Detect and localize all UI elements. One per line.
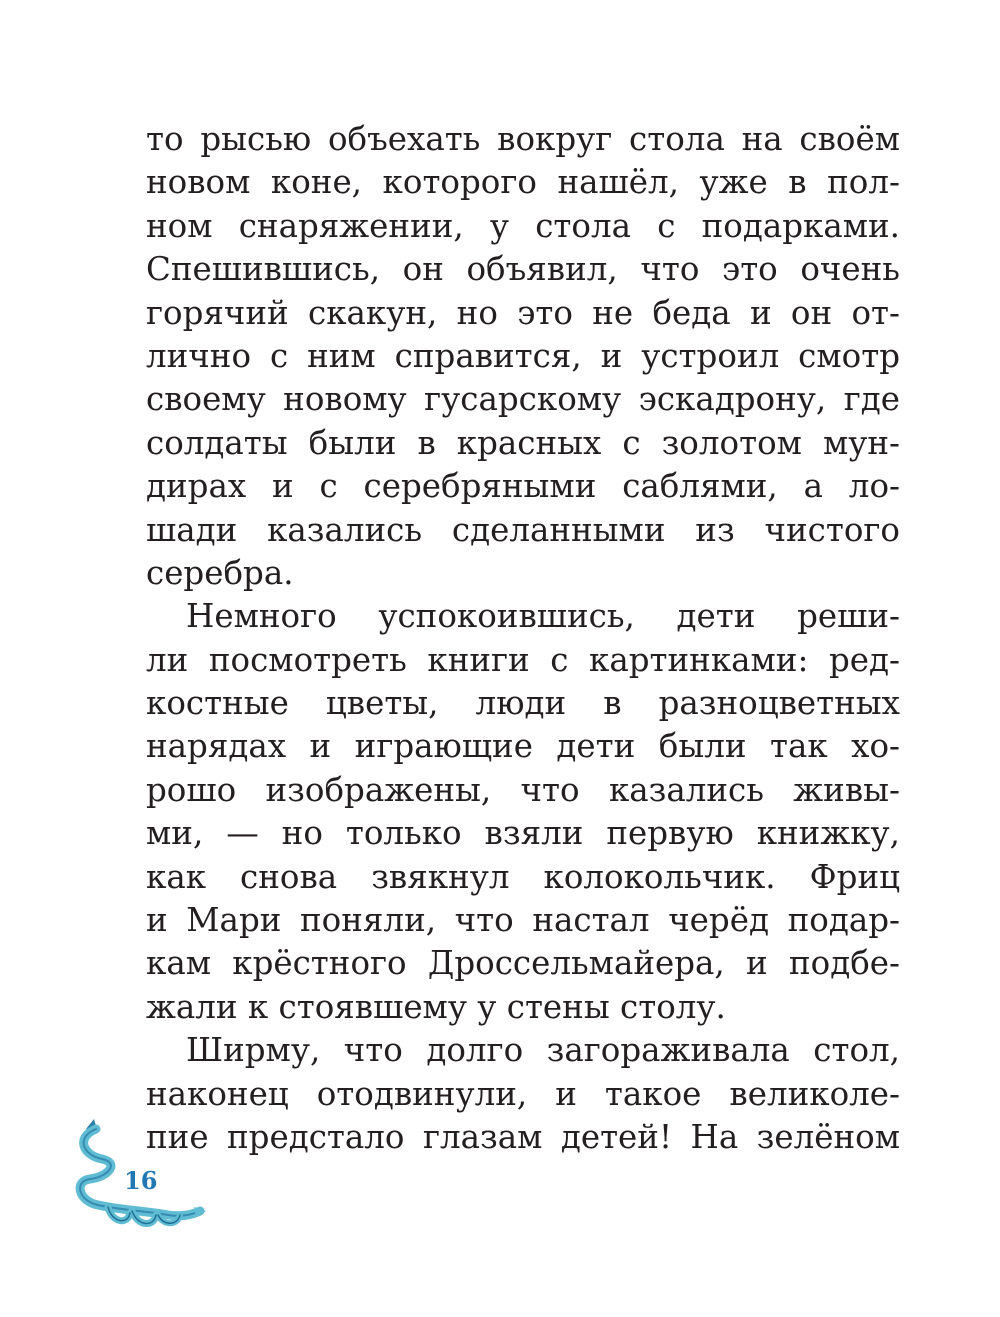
text-line: серебра.	[146, 553, 294, 592]
text-line: рошо изображены, что казались живы-	[146, 770, 900, 809]
text-line: лично с ним справится, и устроил смотр	[146, 336, 900, 375]
paragraph	[146, 118, 900, 595]
text-line: костные цветы, люди в разноцветных	[146, 684, 900, 723]
text-line: пие предстало глазам детей! На зелёном	[146, 1117, 900, 1156]
text-line: горячий скакун, но это не беда и он от-	[146, 293, 900, 332]
text-line: то рысью объехать вокруг стола на своём	[146, 120, 900, 158]
text-line: ми, — но только взяли первую книжку,	[146, 814, 900, 853]
text-line: Немного успокоившись, дети реши-	[186, 597, 900, 636]
text-line: и Мари поняли, что настал черёд подар-	[146, 901, 900, 940]
text-line: Спешившись, он объявил, что это очень	[146, 250, 900, 289]
body-text	[146, 118, 900, 1159]
text-line: Ширму, что долго загораживала стол,	[186, 1031, 900, 1070]
text-line: солдаты были в красных с золотом мун-	[146, 423, 900, 462]
page-number: 16	[124, 1166, 158, 1195]
paragraph	[146, 595, 900, 1029]
paragraph	[146, 1029, 900, 1159]
text-line: жали к стоявшему у стены столу.	[146, 987, 726, 1026]
text-line: нарядах и играющие дети были так хо-	[146, 727, 900, 766]
text-line: новом коне, которого нашёл, уже в пол-	[146, 163, 900, 202]
text-line: наконец отодвинули, и такое великоле-	[146, 1074, 900, 1113]
text-line: как снова звякнул колокольчик. Фриц	[146, 857, 900, 896]
text-line: дирах и с серебряными саблями, а ло-	[146, 467, 900, 506]
text-line: ном снаряжении, у стола с подарками.	[146, 206, 900, 245]
text-line: кам крёстного Дроссельмайера, и подбе-	[146, 944, 900, 983]
text-line: шади казались сделанными из чистого	[146, 510, 900, 549]
text-line: своему новому гусарскому эскадрону, где	[146, 380, 900, 419]
text-line: ли посмотреть книги с картинками: ред-	[146, 640, 900, 679]
